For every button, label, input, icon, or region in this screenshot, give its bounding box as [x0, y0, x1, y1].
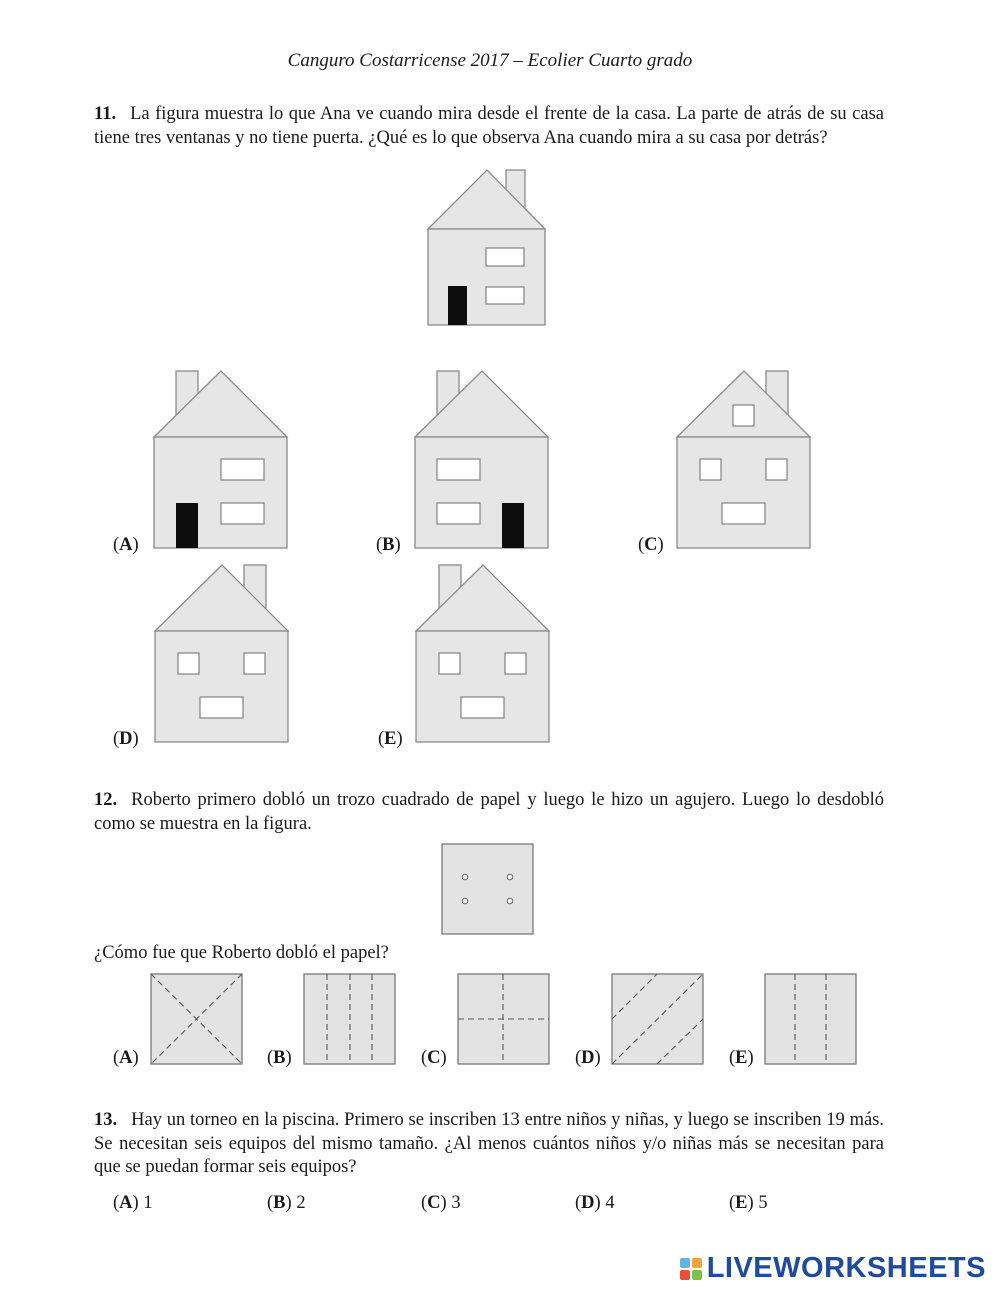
q13-option-b[interactable]: (B) 2: [267, 1193, 306, 1213]
q11-option-c-label[interactable]: (C): [638, 535, 664, 555]
question-12-number: 12.: [94, 790, 118, 810]
q12-option-a-paper[interactable]: [151, 974, 243, 1066]
liveworksheets-wordmark: LIVEWORKSHEETS: [706, 1252, 986, 1284]
question-13-number: 13.: [94, 1110, 118, 1130]
question-12: [94, 789, 884, 836]
q12-option-c-label[interactable]: (C): [421, 1048, 447, 1068]
question-11-text: La figura muestra lo que Ana ve cuando mira desde el frente de la casa. La parte de atrás de su casa tiene tres ventanas y no tiene puerta. ¿Qué es lo que observa Ana cuando mira a su casa por detrás?: [94, 104, 884, 148]
q12-option-c-paper[interactable]: [458, 974, 550, 1066]
q13-option-e[interactable]: (E) 5: [729, 1193, 768, 1213]
question-13: [94, 1109, 884, 1180]
q12-option-d-paper[interactable]: [612, 974, 704, 1066]
q12-option-d-label[interactable]: (D): [575, 1048, 601, 1068]
q12-option-b-label[interactable]: (B): [267, 1048, 292, 1068]
liveworksheets-logo: [680, 1252, 986, 1285]
q11-option-b-house[interactable]: [415, 371, 549, 549]
q13-option-a[interactable]: (A) 1: [113, 1193, 153, 1213]
liveworksheets-mark-icon: [680, 1258, 702, 1280]
q13-option-d[interactable]: (D) 4: [575, 1193, 615, 1213]
page-header: Canguro Costarricense 2017 – Ecolier Cuarto grado: [287, 50, 693, 71]
q11-option-d-label[interactable]: (D): [113, 729, 139, 749]
q11-option-e-label[interactable]: (E): [378, 729, 403, 749]
question-12-prompt: ¿Cómo fue que Roberto dobló el papel?: [94, 943, 389, 963]
q12-option-b-paper[interactable]: [304, 974, 396, 1066]
q11-option-a-label[interactable]: (A): [113, 535, 139, 555]
question-11-number: 11.: [94, 104, 117, 124]
q11-option-b-label[interactable]: (B): [376, 535, 401, 555]
q12-option-a-label[interactable]: (A): [113, 1048, 139, 1068]
q12-option-e-paper[interactable]: [765, 974, 857, 1066]
question-11: [94, 103, 884, 150]
q13-option-c[interactable]: (C) 3: [421, 1193, 461, 1213]
q11-option-c-house[interactable]: [677, 371, 811, 549]
q11-option-a-house[interactable]: [154, 371, 288, 549]
q11-option-e-house[interactable]: [416, 565, 550, 743]
question-13-text: Hay un torneo en la piscina. Primero se inscriben 13 entre niños y niñas, y luego se inscriben 19 más. Se necesitan seis equipos del mismo tamaño. ¿Al menos cuántos niños y/o niñas más se necesitan para que se puedan formar seis equipos?: [94, 1110, 884, 1177]
unfolded-paper-with-holes: [442, 844, 534, 936]
question-12-text: Roberto primero dobló un trozo cuadrado de papel y luego le hizo un agujero. Luego lo desdobló como se muestra en la figura.: [94, 790, 884, 834]
q12-option-e-label[interactable]: (E): [729, 1048, 754, 1068]
front-view-house: [428, 170, 546, 326]
q11-option-d-house[interactable]: [155, 565, 289, 743]
